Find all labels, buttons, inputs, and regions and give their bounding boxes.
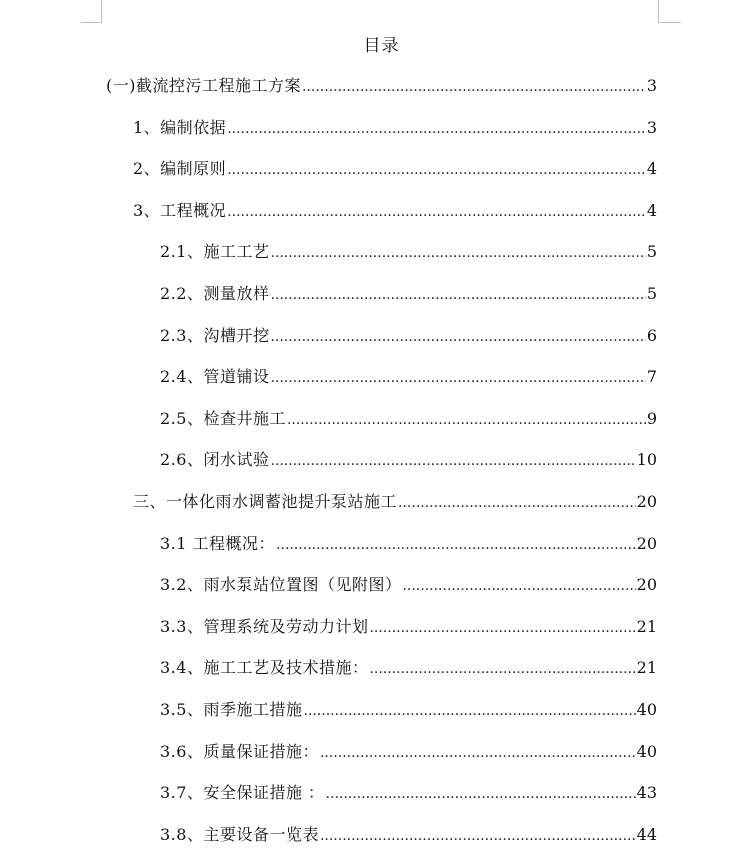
toc-entry-page: 3 xyxy=(646,76,657,95)
toc-entry-page: 5 xyxy=(646,242,657,261)
toc-entry[interactable] xyxy=(160,574,657,596)
toc-entry-label: 三、一体化雨水调蓄池提升泵站施工 xyxy=(133,492,398,511)
toc-entry-label: 3.4、施工工艺及技术措施： xyxy=(160,658,369,677)
toc-entry-page: 43 xyxy=(636,783,657,802)
toc-entry[interactable] xyxy=(160,449,657,471)
toc-entry-page: 7 xyxy=(646,367,657,386)
toc-entry[interactable] xyxy=(160,325,657,347)
toc-entry-label: 3.5、雨季施工措施 xyxy=(160,700,303,719)
toc-entry-label: 3、工程概况 xyxy=(133,201,227,220)
toc-leader-dots xyxy=(270,284,645,306)
toc-entry-page: 40 xyxy=(636,700,657,719)
toc-entry-label: 2、编制原则 xyxy=(133,159,227,178)
toc-entry-label: 3.8、主要设备一览表 xyxy=(160,825,319,844)
toc-entry-page: 21 xyxy=(636,617,657,636)
crop-mark-top-left xyxy=(81,0,102,23)
toc-entry-label: 3.6、质量保证措施： xyxy=(160,742,319,761)
toc-entry-label: 2.3、沟槽开挖 xyxy=(160,326,270,345)
toc-entry-label: 3.2、雨水泵站位置图（见附图） xyxy=(160,575,402,594)
toc-leader-dots xyxy=(302,76,646,98)
toc-leader-dots xyxy=(287,409,646,431)
toc-entry[interactable] xyxy=(133,158,657,180)
toc-entry-page: 6 xyxy=(646,326,657,345)
toc-entry-page: 4 xyxy=(646,159,657,178)
toc-entry-page: 20 xyxy=(636,575,657,594)
toc-entry[interactable] xyxy=(106,75,657,97)
toc-entry-page: 5 xyxy=(646,284,657,303)
toc-leader-dots xyxy=(270,450,635,472)
toc-entry[interactable] xyxy=(160,782,657,804)
toc-entry-page: 4 xyxy=(646,201,657,220)
toc-leader-dots xyxy=(369,617,635,639)
crop-mark-top-right xyxy=(658,0,681,23)
toc-leader-dots xyxy=(402,575,635,597)
toc-leader-dots xyxy=(276,534,636,556)
toc-leader-dots xyxy=(320,825,636,847)
toc-leader-dots xyxy=(270,326,645,348)
toc-entry[interactable] xyxy=(160,533,657,555)
toc-title: 目录 xyxy=(363,36,400,56)
toc-entry-label: 3.3、管理系统及劳动力计划 xyxy=(160,617,369,636)
toc-entry[interactable] xyxy=(160,283,657,305)
toc-entry[interactable] xyxy=(160,616,657,638)
toc-entry-page: 44 xyxy=(636,825,657,844)
toc-entry-page: 21 xyxy=(636,658,657,677)
toc-entry[interactable] xyxy=(133,491,657,513)
toc-entry[interactable] xyxy=(160,241,657,263)
toc-leader-dots xyxy=(270,367,645,389)
toc-entry[interactable] xyxy=(160,408,657,430)
toc-entry-label: 2.2、测量放样 xyxy=(160,284,270,303)
toc-entry-page: 3 xyxy=(646,118,657,137)
toc-entry-label: 2.4、管道铺设 xyxy=(160,367,270,386)
toc-leader-dots xyxy=(320,742,636,764)
toc-leader-dots xyxy=(227,201,646,223)
toc-entry[interactable] xyxy=(160,824,657,846)
toc-entry-label: 1、编制依据 xyxy=(133,118,227,137)
toc-entry-page: 20 xyxy=(636,492,657,511)
toc-leader-dots xyxy=(303,700,635,722)
toc-entry[interactable] xyxy=(133,200,657,222)
toc-entry[interactable] xyxy=(160,366,657,388)
toc-entry-label: (一)截流控污工程施工方案 xyxy=(106,76,301,95)
toc-entry-page: 20 xyxy=(636,534,657,553)
toc-entry[interactable] xyxy=(133,117,657,139)
toc-leader-dots xyxy=(227,159,646,181)
toc-entry-label: 3.1 工程概况： xyxy=(160,534,276,553)
toc-leader-dots xyxy=(398,492,636,514)
toc-entry-page: 9 xyxy=(646,409,657,428)
toc-entry[interactable] xyxy=(160,657,657,679)
toc-leader-dots xyxy=(227,118,646,140)
toc-entry-label: 2.5、检查井施工 xyxy=(160,409,286,428)
toc-entry-label: 3.7、安全保证措施 ： xyxy=(160,783,325,802)
toc-entry[interactable] xyxy=(160,741,657,763)
toc-entry-page: 40 xyxy=(636,742,657,761)
toc-leader-dots xyxy=(270,242,645,264)
toc-entry[interactable] xyxy=(160,699,657,721)
toc-entry-label: 2.1、施工工艺 xyxy=(160,242,270,261)
toc-leader-dots xyxy=(326,783,636,805)
toc-entry-label: 2.6、闭水试验 xyxy=(160,450,270,469)
toc-leader-dots xyxy=(369,658,635,680)
toc-entry-page: 10 xyxy=(636,450,657,469)
